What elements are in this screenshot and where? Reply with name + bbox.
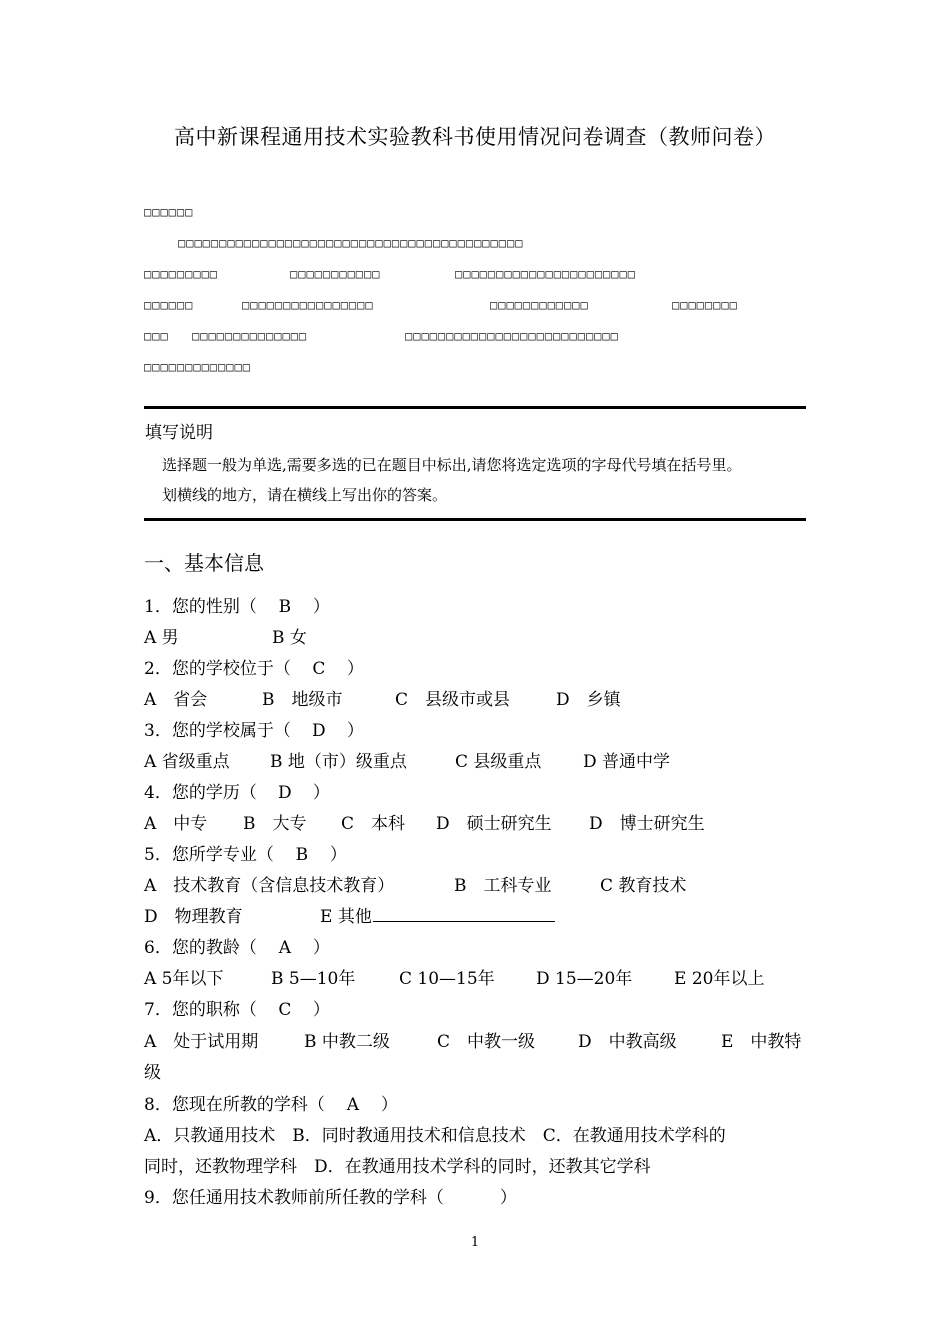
question-suffix: ）: [346, 659, 364, 679]
question-prefix: 9．您任通用技术教师前所任教的学科（: [144, 1188, 444, 1208]
question-suffix: ）: [312, 597, 330, 617]
question-1: [144, 592, 330, 617]
garbled-segment: □□□□□□□□□□□□□□□□□□□□□□: [455, 267, 636, 281]
option: D 乡镇: [556, 690, 621, 710]
option: C 中教一级: [437, 1032, 536, 1052]
garbled-line-3c: [455, 267, 636, 281]
question-prefix: 2．您的学校位于（: [144, 659, 291, 679]
option: A 技术教育（含信息技术教育）: [144, 876, 395, 896]
question-9: [144, 1183, 517, 1208]
garbled-line-2: [178, 236, 523, 250]
garbled-segment: □□□□□□□□□□□□□□: [192, 329, 308, 343]
question-suffix: ）: [312, 783, 330, 803]
garbled-segment: □□□□□□□□□□□□□□□□□□□□□□□□□□□□□□□□□□□□□□□□□□: [178, 236, 524, 250]
garbled-segment: □□□□□□□□□□□□□□□□□□□□□□□□□□: [405, 329, 619, 343]
option: D 普通中学: [583, 752, 671, 772]
option: A 男: [144, 628, 179, 648]
question-prefix: 5．您所学专业（: [144, 845, 274, 865]
option: A 中专: [144, 814, 208, 834]
option: B 地（市）级重点: [270, 752, 407, 772]
question-8-options-line-1: A．只教通用技术 B．同时教通用技术和信息技术 C．在教通用技术学科的: [144, 1126, 726, 1146]
question-3-options: [144, 747, 670, 772]
option: C 县级重点: [455, 752, 542, 772]
option: A 处于试用期: [144, 1032, 259, 1052]
option: E 中教特: [721, 1032, 802, 1052]
question-6: [144, 933, 330, 958]
option: C 10—15年: [399, 969, 495, 989]
question-prefix: 6．您的教龄（: [144, 938, 257, 958]
garbled-line-4c: [490, 298, 589, 312]
option: A 省会: [144, 690, 208, 710]
question-8-options-line-2: 同时，还教物理学科 D．在教通用技术学科的同时，还教其它学科: [144, 1157, 651, 1177]
answer-field[interactable]: B: [278, 597, 292, 617]
garbled-line-5c: [405, 329, 619, 343]
option: C 县级市或县: [395, 690, 511, 710]
question-suffix: ）: [312, 1000, 330, 1020]
garbled-line-1: [144, 205, 193, 219]
garbled-line-3: [144, 267, 218, 281]
question-suffix: ）: [329, 845, 347, 865]
garbled-segment: □□□□□□□□□: [144, 267, 219, 281]
option: B 大专: [243, 814, 307, 834]
option: B 工科专业: [454, 876, 552, 896]
answer-field[interactable]: C: [278, 1000, 292, 1020]
garbled-segment: □□□□□□□□: [672, 298, 738, 312]
question-5-options-row-1: [144, 871, 686, 896]
garbled-line-3b: [290, 267, 380, 281]
question-5-options-row-2: [144, 902, 555, 927]
garbled-line-5b: [192, 329, 307, 343]
bottom-rule: [144, 518, 806, 521]
question-prefix: 1．您的性别（: [144, 597, 257, 617]
question-4: [144, 778, 330, 803]
option: A 5年以下: [144, 969, 224, 989]
garbled-line-5: [144, 329, 169, 343]
option: D 15—20年: [536, 969, 633, 989]
question-prefix: 3．您的学校属于（: [144, 721, 291, 741]
garbled-line-4d: [672, 298, 738, 312]
option: B 女: [272, 628, 307, 648]
question-prefix: 8．您现在所教的学科（: [144, 1095, 325, 1115]
question-3: [144, 716, 364, 741]
answer-field[interactable]: D: [278, 783, 292, 803]
other-answer-blank[interactable]: [373, 905, 555, 922]
garbled-segment: □□□□□□: [144, 205, 194, 219]
garbled-segment: □□□□□□□□□□□□□: [144, 360, 251, 374]
garbled-segment: □□□□□□□□□□□□: [490, 298, 589, 312]
question-prefix: 4．您的学历（: [144, 783, 257, 803]
section-heading: 一、基本信息: [144, 551, 264, 575]
question-8: [144, 1090, 398, 1115]
answer-field[interactable]: A: [278, 938, 291, 958]
question-suffix: ）: [380, 1095, 398, 1115]
question-suffix: ）: [312, 938, 330, 958]
garbled-line-6: [144, 360, 251, 374]
answer-field[interactable]: C: [312, 659, 326, 679]
question-7-wrap: 级: [144, 1063, 161, 1083]
option: E 其他: [320, 907, 372, 927]
garbled-line-4b: [242, 298, 374, 312]
garbled-segment: □□□□□□□□□□□□□□□□: [242, 298, 374, 312]
instructions-line-2: 划横线的地方，请在横线上写出你的答案。: [162, 486, 448, 504]
question-4-options: [144, 809, 705, 834]
option: D 博士研究生: [589, 814, 705, 834]
option: A 省级重点: [144, 752, 230, 772]
question-6-options: [144, 964, 764, 989]
option: C 教育技术: [600, 876, 687, 896]
option: B 中教二级: [304, 1032, 390, 1052]
question-1-options: [144, 623, 307, 648]
top-rule: [144, 406, 806, 409]
option: D 硕士研究生: [436, 814, 552, 834]
garbled-segment: □□□: [144, 329, 169, 343]
answer-field[interactable]: A: [346, 1095, 359, 1115]
option: B 地级市: [262, 690, 343, 710]
answer-field[interactable]: D: [312, 721, 326, 741]
question-7: [144, 995, 330, 1020]
document-title: 高中新课程通用技术实验教科书使用情况问卷调查（教师问卷）: [174, 125, 776, 149]
question-suffix: ）: [346, 721, 364, 741]
question-2-options: [144, 685, 621, 710]
question-prefix: 7．您的职称（: [144, 1000, 257, 1020]
option: D 中教高级: [578, 1032, 677, 1052]
question-5: [144, 840, 347, 865]
question-2: [144, 654, 364, 679]
option: E 20年以上: [674, 969, 765, 989]
garbled-segment: □□□□□□: [144, 298, 194, 312]
option: D 物理教育: [144, 907, 243, 927]
page-number: 1: [470, 1235, 480, 1250]
option: B 5—10年: [271, 969, 356, 989]
instructions-line-1: 选择题一般为单选,需要多选的已在题目中标出,请您将选定选项的字母代号填在括号里。: [162, 456, 742, 474]
garbled-segment: □□□□□□□□□□□: [290, 267, 381, 281]
option: C 本科: [341, 814, 406, 834]
answer-field[interactable]: B: [295, 845, 309, 865]
garbled-line-4: [144, 298, 193, 312]
question-suffix: ）: [499, 1188, 517, 1208]
question-7-options: [144, 1027, 801, 1052]
instructions-heading: 填写说明: [145, 423, 213, 443]
